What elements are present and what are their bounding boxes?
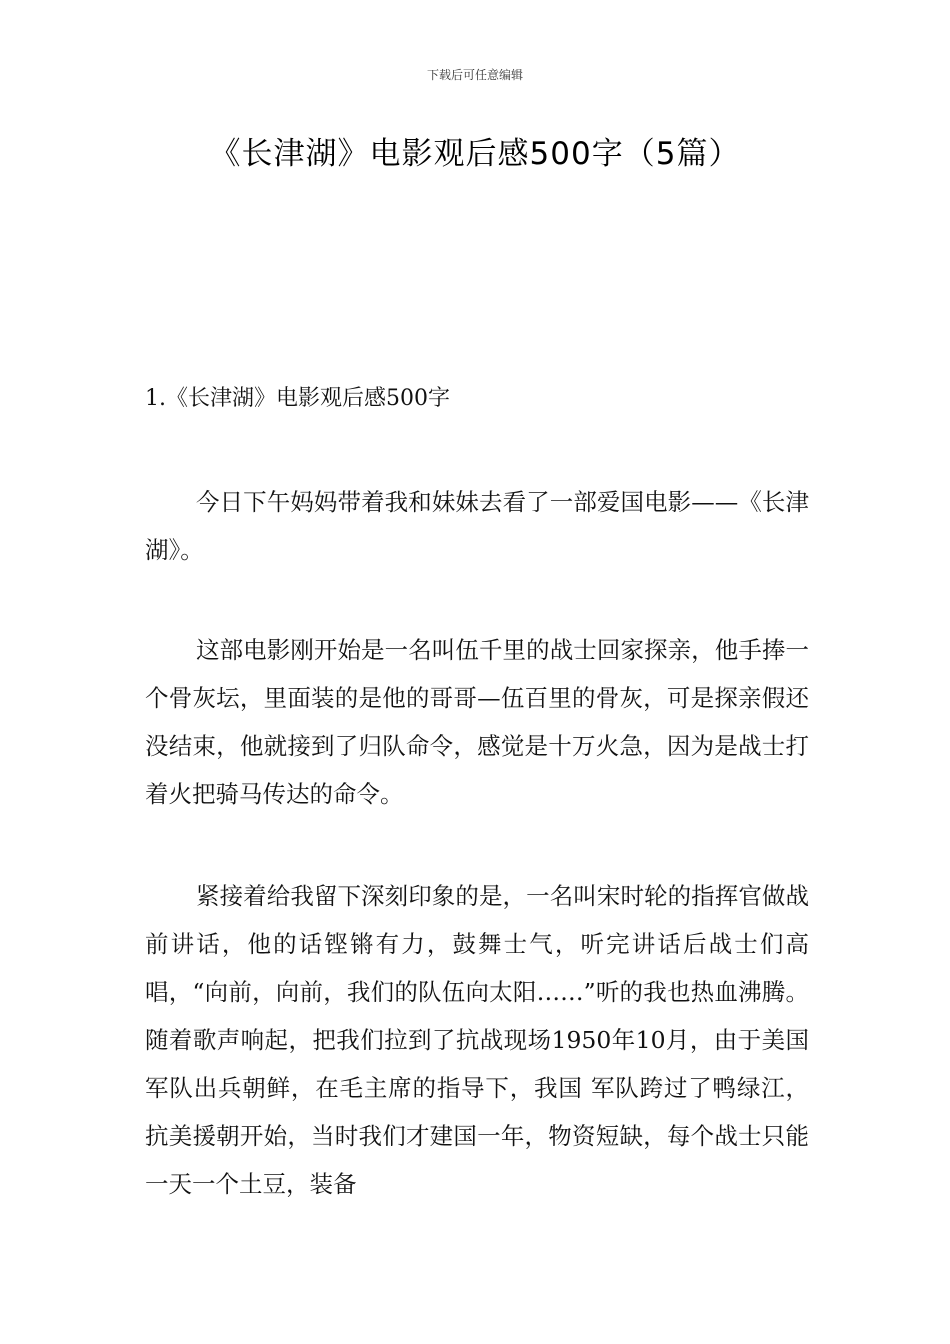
document-title: 《长津湖》电影观后感500字（5篇）: [209, 136, 741, 172]
header-note: 下载后可任意编辑: [426, 68, 523, 82]
section-heading: 1.《长津湖》电影观后感500字: [145, 386, 450, 411]
paragraph-3: 紧接着给我留下深刻印象的是，一名叫宋时轮的指挥官做战前讲话，他的话铿锵有力，鼓舞士气，听完讲话后战士们高唱，“向前，向前，我们的队伍向太阳……”听的我也热血沸腾。随着歌声响起，把我们拉到了抗战现场1950年10月，由于美国 军队出兵朝鲜，在毛主席的指导下，我国 军队跨过了鸭绿江，抗美援朝开始，当时我们才建国一年，物资短缺，每个战士只能一天一个土豆，装备: [145, 882, 809, 1198]
paragraph-2: 这部电影刚开始是一名叫伍千里的战士回家探亲，他手捧一个骨灰坛，里面装的是他的哥哥—伍百里的骨灰，可是探亲假还没结束，他就接到了归队命令，感觉是十万火急，因为是战士打着火把骑马传达的命令。: [145, 636, 809, 808]
paragraph-1: 今日下午妈妈带着我和妹妹去看了一部爱国电影——《长津湖》。: [145, 488, 809, 564]
